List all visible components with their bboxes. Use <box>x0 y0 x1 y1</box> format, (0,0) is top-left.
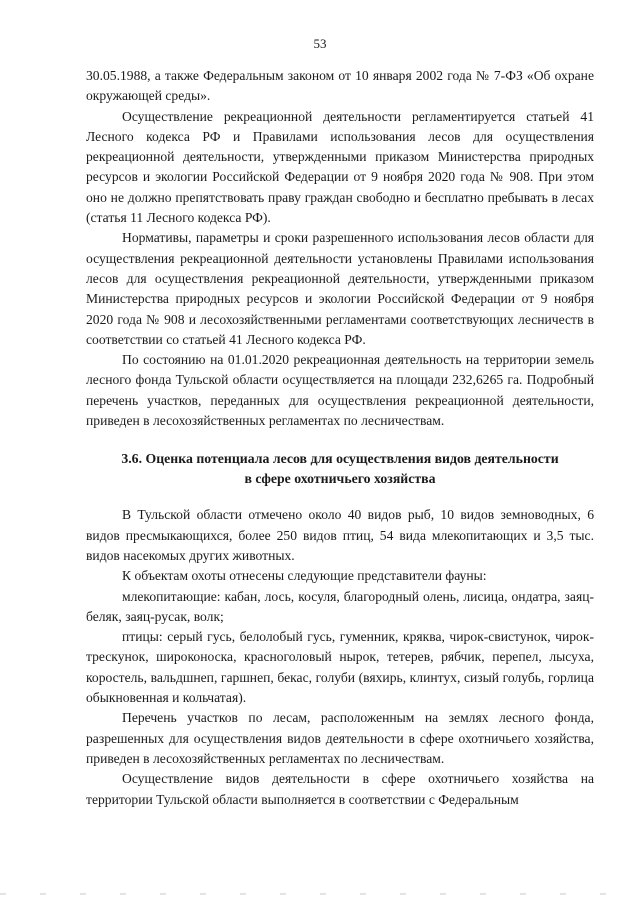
page-number: 53 <box>313 36 327 51</box>
spacer <box>86 431 594 449</box>
paragraph-recreation-norms: Нормативы, параметры и сроки разрешенного использования лесов области для осуществления рекреационной деятельности установлены Правилами использования лесов для осуществления рекреационной деятельности, утвержденными приказом Министерства природных ресурсов и экологии Российской Федерации от 9 ноября 2020 года № 908 и лесохозяйственными регламентами соответствующих лесничеств в соответствии со статьей 41 Лесного кодекса РФ. <box>86 230 594 347</box>
paragraph-recreation-regulation: Осуществление рекреационной деятельности регламентируется статьей 41 Лесного кодекса РФ и Правилами использования лесов для осуществления рекреационной деятельности, утвержденными приказом Министерства природных ресурсов и экологии Российской Федерации от 9 ноября 2020 года № 908. При этом оно не должно препятствовать праву граждан свободно и бесплатно пребывать в лесах (статья 11 Лесного кодекса РФ). <box>86 108 594 226</box>
section-heading-line-2: в сфере охотничьего хозяйства <box>244 471 436 487</box>
paragraph-hunting-objects-intro: К объектам охоты отнесены следующие представители фауны: <box>122 568 487 584</box>
section-heading-line-1: 3.6. Оценка потенциала лесов для осуществления видов деятельности <box>121 451 559 467</box>
document-body <box>86 66 594 810</box>
paragraph-species-count: В Тульской области отмечено около 40 видов рыб, 10 видов земноводных, 6 видов пресмыкающихся, более 250 видов птиц, 54 вида млекопитающих и 3,5 тыс. видов насекомых других животных. <box>86 507 594 563</box>
paragraph-continuation: 30.05.1988, а также Федеральным законом от 10 января 2002 года № 7-ФЗ «Об охране окружающей среды». <box>86 68 594 104</box>
section-heading <box>86 449 594 489</box>
paragraph-hunting-plots: Перечень участков по лесам, расположенным на землях лесного фонда, разрешенных для осуществления видов деятельности в сфере охотничьего хозяйства, приведен в лесохозяйственных регламентах по лесничествам. <box>86 710 594 766</box>
scan-edge-artifact <box>0 893 640 895</box>
paragraph-mammals: млекопитающие: кабан, лось, косуля, благородный олень, лисица, ондатра, заяц-беляк, заяц-русак, волк; <box>86 588 594 624</box>
paragraph-birds: птицы: серый гусь, белолобый гусь, гуменник, кряква, чирок-свистунок, чирок-трескунок, широконоска, красноголовый нырок, тетерев, рябчик, перепел, лысуха, коростель, вальдшнеп, гаршнеп, бекас, голуби (вяхирь, клинтух, сизый голубь, горлица обыкновенная и кольчатая). <box>86 629 594 706</box>
paragraph-recreation-area: По состоянию на 01.01.2020 рекреационная деятельность на территории земель лесного фонда Тульской области осуществляется на площади 232,6265 га. Подробный перечень участков, переданных для осуществления рекреационной деятельности, приведен в лесохозяйственных регламентах по лесничествам. <box>86 352 594 429</box>
spacer <box>86 489 594 505</box>
paragraph-hunting-regulation: Осуществление видов деятельности в сфере охотничьего хозяйства на территории Тульской области выполняется в соответствии с Федеральным <box>86 771 594 807</box>
